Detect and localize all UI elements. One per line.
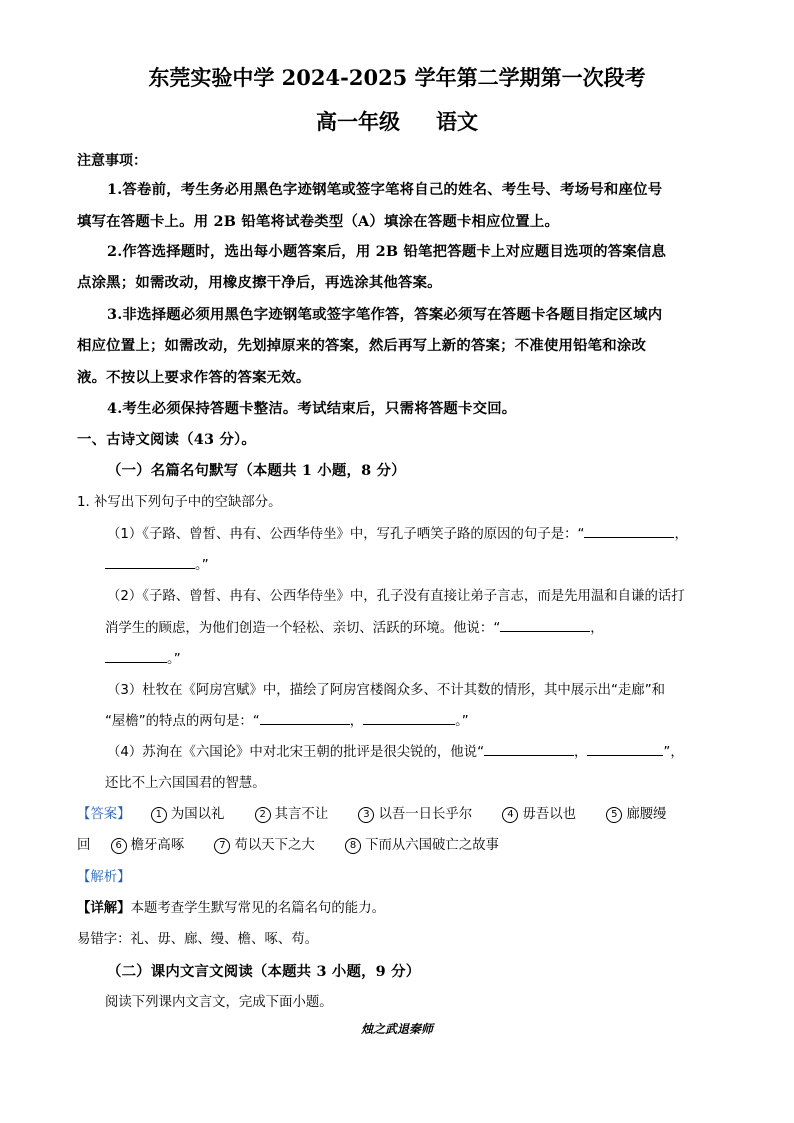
answer-tag: 【答案】 [77,807,131,822]
answer-blank[interactable] [584,523,674,538]
analysis-detail [77,897,385,916]
subject-label: 语文 [436,109,478,134]
question-1-2-line-1: （2）《子路、曾皙、冉有、公西华侍坐》中，孔子没有直接让弟子言志，而是先用温和自谦的话打 [107,589,685,604]
circled-number-icon: 6 [111,838,127,854]
answer-item: 4 毋吾以也 [502,803,576,823]
question-1-3-line-1: （3）杜牧在《阿房宫赋》中，描绘了阿房宫楼阁众多、不计其数的情形，其中展示出“走廊”和 [107,683,666,698]
answer-blank[interactable] [105,554,195,569]
notice-heading: 注意事项： [77,153,147,169]
answer-line-2 [77,834,499,854]
answer-line-1 [77,803,666,823]
question-1-3-line-2: “屋檐”的特点的两句是：“ ， 。” [105,710,469,729]
circled-number-icon: 7 [214,838,230,854]
answer-item: 7 苟以天下之大 [214,834,314,854]
answer-item: 6 檐牙高啄 [111,834,185,854]
notice-item-4: 4.考生必须保持答题卡整洁。考试结束后，只需将答题卡交回。 [107,400,517,417]
passage-title: 烛之武退秦师 [360,1022,433,1036]
circled-number-icon: 5 [606,807,622,823]
notice-item-1-line-2: 填写在答题卡上。用 2B 铅笔将试卷类型（A）填涂在答题卡相应位置上。 [77,213,560,230]
answer-item: 1 为国以礼 [151,803,225,823]
answer-item: 5 廊腰缦 [606,803,666,823]
question-1-4-line-1: （4）苏洵在《六国论》中对北宋王朝的批评是很尖锐的，他说“ ， ”， [107,741,684,760]
answer-item: 3 以吾一日长乎尔 [358,803,472,823]
answer-blank[interactable] [484,741,574,756]
answer-wrap-text: 回 [77,838,91,853]
analysis-typo-words: 易错字：礼、毋、廊、缦、檐、啄、苟。 [77,932,319,947]
analysis-tag: 【解析】 [77,870,131,885]
answer-blank[interactable] [363,710,455,725]
part-2-heading: （二）课内文言文阅读（本题共 3 小题，9 分） [107,963,421,980]
circled-number-icon: 1 [151,807,167,823]
answer-blank[interactable] [500,617,590,632]
notice-item-3-line-1: 3.非选择题必须用黑色字迹钢笔或签字笔作答，答案必须写在答题卡各题目指定区域内 [107,306,663,323]
circled-number-icon: 8 [345,838,361,854]
circled-number-icon: 3 [358,807,374,823]
circled-number-icon: 4 [502,807,518,823]
section-1-heading: 一、古诗文阅读（43 分）。 [77,431,256,448]
detail-tag: 【详解】 [77,901,131,916]
answer-item: 2 其言不让 [255,803,329,823]
answer-blank[interactable] [587,741,663,756]
notice-item-3-line-3: 液。不按以上要求作答的答案无效。 [77,369,311,386]
grade-label: 高一年级 [316,109,400,134]
notice-item-2-line-2: 点涂黑；如需改动，用橡皮擦干净后，再选涂其他答案。 [77,274,442,291]
detail-text: 本题考查学生默写常见的名篇名句的能力。 [130,901,385,916]
answer-blank[interactable] [105,648,167,663]
notice-item-1-line-1: 1.答卷前，考生务必用黑色字迹钢笔或签字笔将自己的姓名、考生号、考场号和座位号 [107,181,663,198]
part-2-intro: 阅读下列课内文言文，完成下面小题。 [105,995,333,1010]
question-1-stem: 1. 补写出下列句子中的空缺部分。 [77,495,282,510]
answer-item: 8 下而从六国破亡之故事 [345,834,499,854]
circled-number-icon: 2 [255,807,271,823]
notice-item-3-line-2: 相应位置上；如需改动，先划掉原来的答案，然后再写上新的答案；不准使用铅笔和涂改 [77,337,647,354]
answer-blank[interactable] [260,710,350,725]
part-1-heading: （一）名篇名句默写（本题共 1 小题，8 分） [107,462,406,479]
notice-item-2-line-1: 2.作答选择题时，选出每小题答案后，用 2B 铅笔把答题卡上对应题目选项的答案信息 [107,243,667,260]
question-1-2-line-3: 。” [105,648,181,667]
question-1-1-line-2: 。” [105,554,209,573]
question-1-2-line-2: 消学生的顾虑，为他们创造一个轻松、亲切、活跃的环境。他说：“ ， [105,617,604,636]
exam-subtitle [0,106,794,136]
question-1-1-line-1: （1）《子路、曾皙、冉有、公西华侍坐》中，写孔子哂笑子路的原因的句子是：“ ， [107,523,688,542]
question-1-4-line-2: 还比不上六国国君的智慧。 [105,776,266,791]
exam-title: 东莞实验中学 2024-2025 学年第二学期第一次段考 [148,65,646,90]
